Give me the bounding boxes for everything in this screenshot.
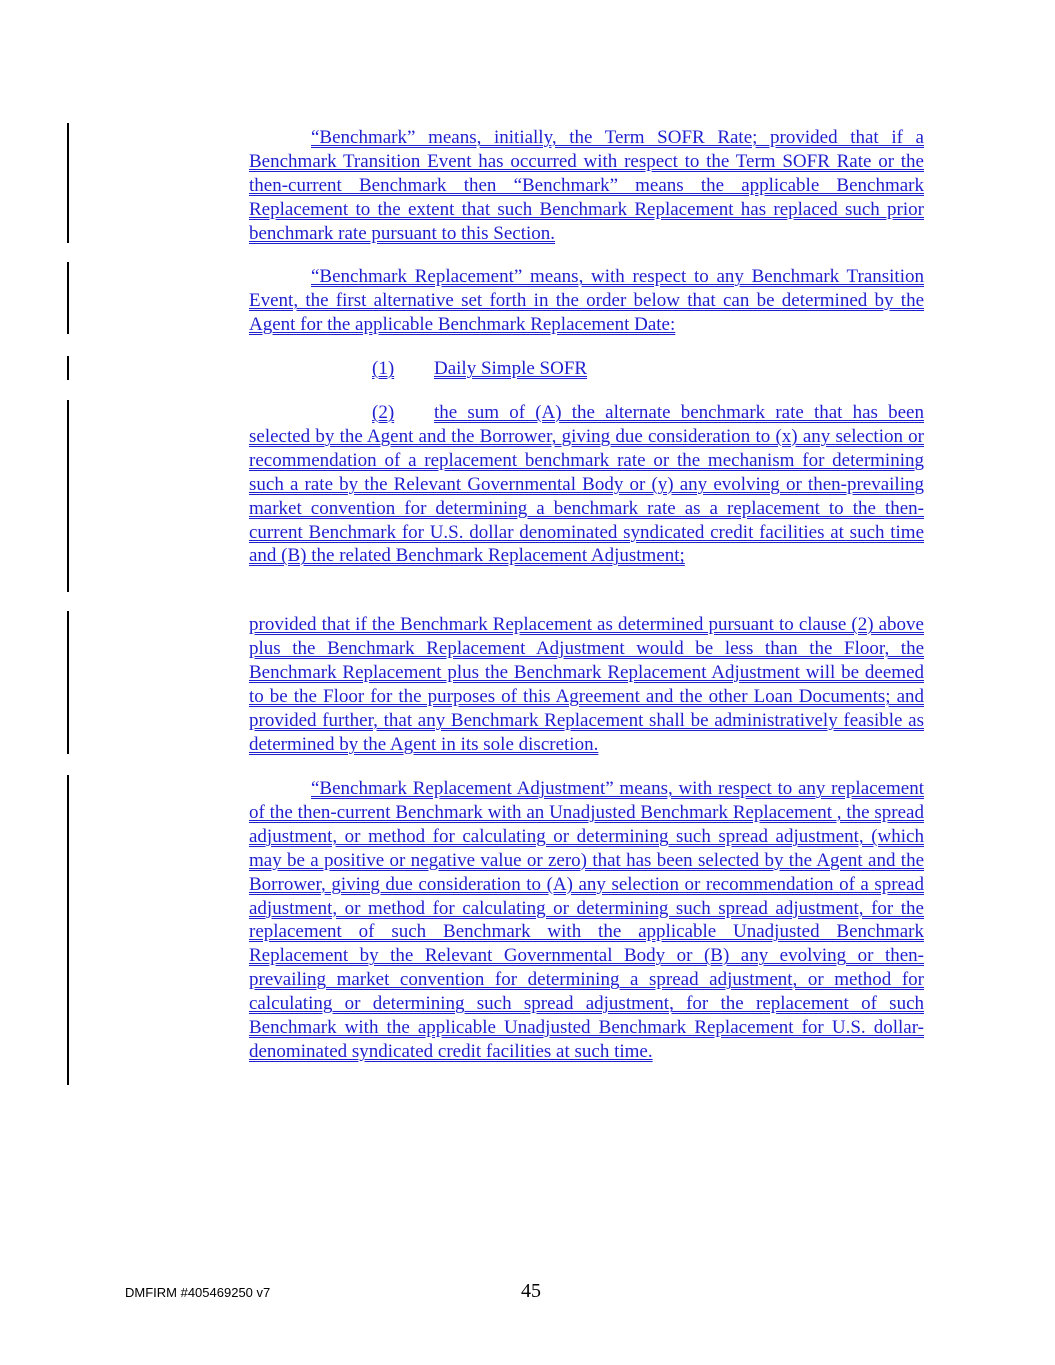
definition-benchmark-replacement-adjustment [249,777,924,1064]
definition-benchmark-text: “Benchmark” means, initially, the Term SOFR Rate; provided that if a Benchmark Transition Event has occurred with respect to the Term SOFR Rate or the then-current Benchmark then “Benchmark” means the applicable Benchmark Replacement to the extent that such Benchmark Replacement has replaced such prior benchmark rate pursuant to this Section. [249,127,924,244]
change-bar-benchmark-replacement [67,262,69,334]
footer-document-id: DMFIRM #405469250 v7 [125,1285,271,1300]
change-bar-benchmark [67,123,69,243]
list-item-1 [249,357,924,381]
list-item-1-number: (1) [372,358,395,379]
definition-benchmark [249,126,924,246]
change-bar-item-1 [67,356,69,380]
proviso-text: provided that if the Benchmark Replacement as determined pursuant to clause (2) above plus the Benchmark Replacement Adjustment would be less than the Floor, the Benchmark Replacement plus the Benchmark Replacement Adjustment will be deemed to be the Floor for the purposes of this Agreement and the other Loan Documents; and provided further, that any Benchmark Replacement shall be administratively feasible as determined by the Agent in its sole discretion. [249,614,924,755]
list-item-1-text: Daily Simple SOFR [434,358,588,379]
list-item-2-number: (2) [372,402,395,423]
definition-benchmark-replacement-adjustment-text: “Benchmark Replacement Adjustment” means, with respect to any replacement of the then-current Benchmark with an Unadjusted Benchmark Replacement , the spread adjustment, or method for calculating or determining such spread adjustment, (which may be a positive or negative value or zero) that has been selected by the Agent and the Borrower, giving due consideration to (A) any selection or recommendation of a spread adjustment, or method for calculating or determining such spread adjustment, for the replacement of such Benchmark with the applicable Unadjusted Benchmark Replacement by the Relevant Governmental Body or (B) any evolving or then-prevailing market convention for determining a spread adjustment, or method for calculating or determining such spread adjustment, for the replacement of such Benchmark with the applicable Unadjusted Benchmark Replacement for U.S. dollar-denominated syndicated credit facilities at such time. [249,778,924,1062]
change-bar-item-2 [67,400,69,592]
page-number: 45 [521,1280,541,1302]
list-item-2-text: the sum of (A) the alternate benchmark rate that has been selected by the Agent and the Borrower, giving due consideration to (x) any selection or recommendation of a replacement benchmark rate or the mechanism for determining such a rate by the Relevant Governmental Body or (y) any evolving or then-prevailing market convention for determining a benchmark rate as a replacement to the then-current Benchmark for U.S. dollar denominated syndicated credit facilities at such time and (B) the related Benchmark Replacement Adjustment; [249,402,924,567]
list-item-2 [249,401,924,568]
definition-benchmark-replacement-intro: “Benchmark Replacement” means, with respect to any Benchmark Transition Event, the first alternative set forth in the order below that can be determined by the Agent for the applicable Benchmark Replacement Date: [249,266,924,335]
benchmark-replacement-proviso [249,613,924,756]
definition-benchmark-replacement [249,265,924,337]
change-bar-proviso [67,611,69,754]
change-bar-adjustment [67,775,69,1085]
